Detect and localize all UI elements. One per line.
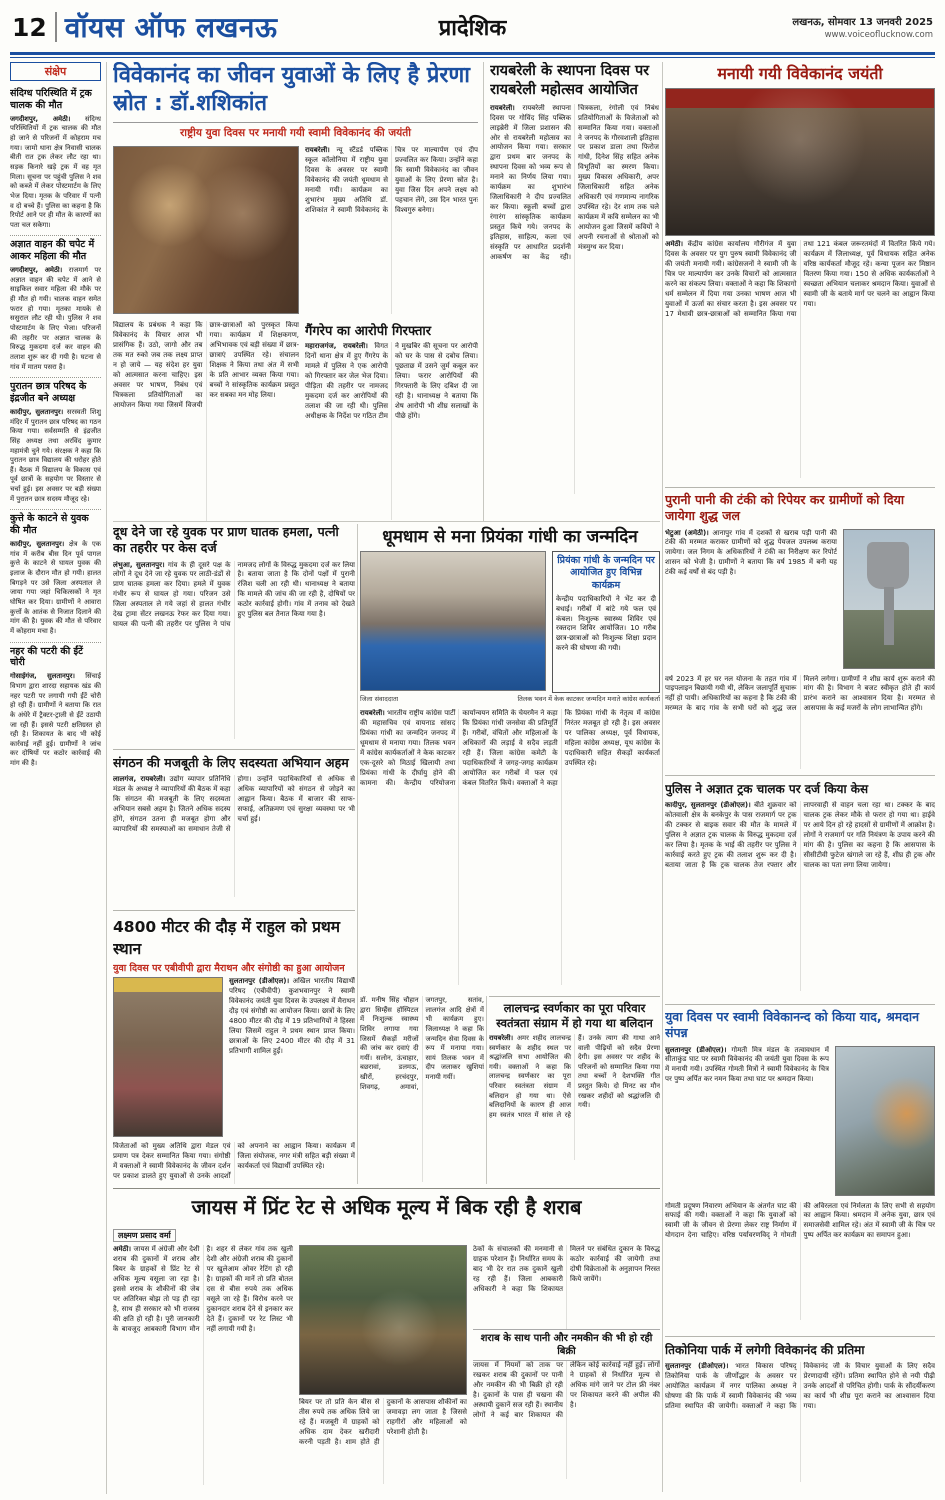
brief-headline: नहर की पटरी की ईंटें चोरी (10, 645, 83, 669)
masthead (12, 4, 933, 50)
brief-body (10, 408, 101, 504)
dateline: रायबरेली। (489, 1033, 514, 1042)
body-text: केंद्रीय कांग्रेस कार्यालय गौरीगंज में युवा दिवस के अवसर पर युग पुरुष स्वामी विवेकानंद जी की जयंती मनायी गयी। कांग्रेसजनों ने स्वामी जी के चित्र पर माल्यार्पण कर उनके विचारों को आत्मसात करने का संकल्प लिया। वक्ताओं ने कहा कि शिकागो धर्म सम्मेलन में दिया गया उनका भाषण आज भी युवाओं में ऊर्जा का संचार करता है। इस अवसर पर 17 मेधावी छात्र-छात्राओं को सम्मानित किया गया तथा 121 कंबल जरूरतमंदों में वितरित किये गये। कार्यक्रम में जिलाध्यक्ष, पूर्व विधायक सहित अनेक वरिष्ठ कार्यकर्ता मौजूद रहे। कन्या पूजन कर मिष्ठान वितरण किया गया। 150 से अधिक कार्यकर्ताओं ने स्वच्छता अभियान चलाकर श्रमदान किया। युवाओं से स्वामी जी के बताये मार्ग पर चलने का आह्वान किया गया। (665, 240, 935, 318)
dateline: भेटुआ (अमेठी)। (665, 528, 709, 537)
photo-race-award-ceremony (113, 977, 223, 1137)
sharab-headline: जायस में प्रिंट रेट से अधिक मूल्य में बिक रही है शराब (191, 1195, 582, 1219)
yuva-headline: युवा दिवस पर स्वामी विवेकानन्द को किया याद, श्रमदान संपन्न (665, 1009, 920, 1041)
priyanka-body-2: डॉ. मनीष सिंह चौहान द्वारा सिम्हैंस हॉस्पिटल में निःशुल्क स्वास्थ्य शिविर लगाया गया जिसमें सैकड़ों मरीजों की जांच कर दवाएं दी गयीं। सलोन, ऊंचाहार, बछरावां, डलमऊ, खीरों, हरचंदपुर, शिवगढ़, अमावां, जगतपुर, सतांव, लालगंज आदि क्षेत्रों में भी कार्यक्रम हुए। जिलाध्यक्ष ने कहा कि जन्मदिन सेवा दिवस के रूप में मनाया गया। सायं तिलक भवन में दीप जलाकर खुशियां मनायी गयीं। (360, 996, 484, 1091)
body-text: शहर से लेकर गांव तक खुली देशी और अंग्रेजी शराब की दुकानों पर खुलेआम ओवर रेटिंग हो रही है। ग्राहकों की मानें तो प्रति बोतल दस से बीस रुपये तक अधिक वसूले जा रहे हैं। विरोध करने पर दुकानदार शराब देने से इनकार कर देते हैं। दुकानों पर रेट लिस्ट भी नहीं लगायी गयी है। (206, 1245, 293, 1333)
column-rule (486, 996, 487, 1184)
dateline: सुलतानपुर (डीओएल)। (229, 977, 290, 985)
brief-article-woman-death (10, 236, 101, 378)
lead-body-2: विद्यालय के प्रबंधक ने कहा कि विवेकानंद के विचार आज भी प्रासंगिक हैं। उठो, जागो और तब तक मत रुको जब तक लक्ष्य प्राप्त न हो जाये — यह संदेश हर युवा को आत्मसात करना चाहिए। इस अवसर पर भाषण, निबंध एवं चित्रकला प्रतियोगिताओं का आयोजन किया गया जिसमें विजयी छात्र-छात्राओं को पुरस्कृत किया गया। कार्यक्रम में शिक्षकगण, अभिभावक एवं बड़ी संख्या में छात्र-छात्राएं उपस्थित रहे। संचालन शिक्षक ने किया तथा अंत में सभी के प्रति आभार व्यक्त किया गया। बच्चों ने सांस्कृतिक कार्यक्रम प्रस्तुत कर सबका मन मोह लिया। (113, 321, 299, 409)
brief-body (10, 540, 101, 636)
masthead-left (12, 8, 277, 46)
dateline: महाराजगंज, रायबरेली। (305, 342, 368, 351)
brief-body (10, 115, 101, 231)
date-line: लखनऊ, सोमवार 13 जनवरी 2025 (792, 17, 933, 28)
article-membership-drive (113, 749, 355, 906)
brief-body (10, 672, 101, 768)
yuva-body-1 (665, 1046, 829, 1196)
sharab-body-right-bottom: जायस में नियमों को ताक पर रखकर शराब की दुकानों पर पानी और नमकीन की भी बिक्री हो रही है। दुकानों के पास ही चखना की अस्थायी दुकानें सज रही हैं। स्थानीय लोगों ने कई बार शिकायत की लेकिन कोई कार्रवाई नहीं हुई। लोगों ने ग्राहकों से निर्धारित मूल्य से अधिक मांगे जाने पर टोल फ्री नंबर पर शिकायत करने की अपील की है। (473, 1361, 660, 1419)
sharab-body-middle: बियर पर तो प्रति केन बीस से तीस रुपये तक अधिक लिये जा रहे हैं। मजबूरी में ग्राहकों को अधिक दाम देकर खरीदारी करनी पड़ती है। शाम होते ही दुकानों के आसपास शौकीनों का जमावड़ा लग जाता है जिससे राहगीरों और महिलाओं को परेशानी होती है। (299, 1398, 467, 1446)
tanki-body-1 (665, 529, 837, 669)
dateline: जगदीशपुर, अमेठी। (10, 266, 63, 275)
dateline: कादीपुर, सुलतानपुर। (10, 540, 65, 549)
body-text: आनापुर गांव में दशकों से खराब पड़ी पानी की टंकी की मरम्मत कराकर ग्रामीणों को शुद्ध पेयजल उपलब्ध कराया जायेगा। जल निगम के अधिकारियों ने टंकी का निरीक्षण कर रिपोर्ट शासन को भेजी है। ग्रामीणों ने बताया कि वर्ष 1985 में बनी यह टंकी कई वर्षों से बंद पड़ी है। (665, 528, 837, 577)
race-body-1 (229, 977, 355, 1137)
masthead-divider (55, 12, 57, 42)
body-text: भारत विकास परिषद् तिकोनिया पार्क के जीर्णोद्धार के अवसर पर आयोजित कार्यक्रम में नगर पालिका अध्यक्ष ने घोषणा की कि पार्क में स्वामी विवेकानंद की भव्य प्रतिमा स्थापित की जायेगी। वक्ताओं ने कहा कि विवेकानंद जी के विचार युवाओं के लिए सदैव प्रेरणादायी रहेंगे। प्रतिमा स्थापित होने से नयी पीढ़ी उनके आदर्शों से परिचित होगी। पार्क के सौंदर्यीकरण का कार्य भी शीघ्र पूरा कराने का आश्वासन दिया गया। (665, 1362, 935, 1410)
article-marathon-race (113, 910, 355, 1184)
masthead-right (792, 14, 933, 40)
briefs-header: संक्षेप (10, 62, 101, 81)
section-title: प्रादेशिक (438, 16, 507, 41)
dateline: सुलतानपुर (डीओएल)। (665, 1045, 727, 1054)
priyanka-body-1 (360, 709, 660, 985)
body-text: सिंचाई विभाग द्वारा शारदा सहायक खंड की नहर पटरी पर लगायी गयी ईंटें चोरी हो रही हैं। ग्रामीणों ने बताया कि रात के अंधेरे में ट्रैक्टर-ट्राली से ईंटें उठायी जा रही हैं। इससे पटरी क्षतिग्रस्त हो रही है। शिकायत के बाद भी कोई कार्रवाई नहीं हुई। ग्रामीणों ने जांच कर दोषियों पर कठोर कार्रवाई की मांग की है। (10, 672, 101, 768)
jayanti-headline: मनायी गयी विवेकानंद जयंती (717, 64, 883, 83)
water-tank-pillar-graphic (884, 587, 895, 645)
body-text: जायस में अंग्रेजी और देशी शराब की दुकानों में शराब और बियर के ग्राहकों से प्रिंट रेट से अधिक मूल्य वसूला जा रहा है। इससे शराब के शौकीनों की जेब पर अतिरिक्त बोझ तो पड़ ही रहा है, साथ ही सरकार को भी राजस्व की क्षति हो रही है। पूरी जानकारी के बावजूद आबकारी विभाग मौन है। (113, 1245, 213, 1333)
mahotsav-body (490, 104, 659, 494)
column-rule (662, 62, 663, 1492)
photo-vivekananda-portrait-tribute (835, 1046, 935, 1196)
article-gangrape-arrest (305, 321, 478, 521)
column-rule (357, 524, 358, 1184)
masthead-rule-thick (10, 52, 935, 55)
dateline: लालगंज, रायबरेली। (113, 775, 166, 783)
website-url: www.voiceoflucknow.com (824, 30, 933, 40)
page-number: 12 (12, 12, 47, 42)
priyanka-headline: धूमधाम से मना प्रियंका गांधी का जन्मदिन (382, 527, 638, 547)
brief-headline: अज्ञात वाहन की चपेट में आकर महिला की मौत (10, 239, 95, 263)
photo-caption: तिलक भवन में केक काटकर जन्मदिन मनाते कांग्रेस कार्यकर्ता (517, 695, 660, 703)
body-text: भारतीय राष्ट्रीय कांग्रेस पार्टी की महासचिव एवं वायनाड सांसद प्रियंका गांधी का जन्मदिन जनपद में धूमधाम से मनाया गया। तिलक भवन में कांग्रेस कार्यकर्ताओं ने केक काटकर एक-दूसरे को मिठाई खिलायी तथा प्रियंका गांधी के दीर्घायु होने की कामना की। केन्द्रीय परियोजना कार्यान्वयन समिति के चेयरमैन ने कहा कि प्रियंका गांधी जनसेवा की प्रतिमूर्ति हैं। गरीबों, वंचितों और महिलाओं के अधिकारों की लड़ाई वे सदैव लड़ती रही हैं। जिला कांग्रेस कमेटी के पदाधिकारियों ने जगह-जगह कार्यक्रम आयोजित कर गरीबों में फल एवं कंबल वितरित किये। वक्ताओं ने कहा कि प्रियंका गांधी के नेतृत्व में कांग्रेस निरंतर मजबूत हो रही है। इस अवसर पर पालिका अध्यक्ष, पूर्व विधायक, महिला कांग्रेस अध्यक्ष, यूथ कांग्रेस के पदाधिकारी सहित सैकड़ों कार्यकर्ता उपस्थित रहे। (360, 709, 660, 787)
photo-cake-cutting-crowd (665, 88, 935, 236)
doodh-body (113, 561, 355, 739)
body-text: गांव के ही दूसरे पक्ष के लोगों ने दूध देने जा रहे युवक पर लाठी-डंडों से प्राण घातक हमला कर दिया। हमले में युवक गंभीर रूप से घायल हो गया। परिजन उसे जिला अस्पताल ले गये जहां से हालत गंभीर देख ट्रामा सेंटर लखनऊ रेफर कर दिया गया। घायल की पत्नी की तहरीर पर पुलिस ने पांच नामजद लोगों के विरुद्ध मुकदमा दर्ज कर लिया है। बताया जाता है कि दोनों पक्षों में पुरानी रंजिश चली आ रही थी। थानाध्यक्ष ने बताया कि मामले की जांच की जा रही है, दोषियों पर कठोर कार्रवाई होगी। गांव में तनाव को देखते हुए पुलिस बल तैनात किया गया है। (113, 560, 355, 629)
body-text: रायबरेली स्थापना दिवस पर गोविंद सिंह पब्लिक लाइब्रेरी में जिला प्रशासन की ओर से रायबरेली महोत्सव का आयोजन किया गया। सरकार द्वारा प्रथम बार जनपद के स्थापना दिवस को भव्य रूप से मनाने का निर्णय लिया गया। कार्यक्रम का शुभारंभ जिलाधिकारी ने दीप प्रज्वलित कर किया। स्कूली बच्चों द्वारा रंगारंग सांस्कृतिक कार्यक्रम प्रस्तुत किये गये। जनपद के इतिहास, साहित्य, कला एवं संस्कृति पर आधारित प्रदर्शनी आकर्षण का केंद्र रही। चित्रकला, रंगोली एवं निबंध प्रतियोगिताओं के विजेताओं को सम्मानित किया गया। वक्ताओं ने जनपद के गौरवशाली इतिहास पर प्रकाश डाला तथा फिरोज गांधी, दिनेश सिंह सहित अनेक विभूतियों का स्मरण किया। मुख्य विकास अधिकारी, अपर जिलाधिकारी सहित अनेक अधिकारी एवं गणमान्य नागरिक उपस्थित रहे। देर शाम तक चले कार्यक्रम में कवि सम्मेलन का भी आयोजन हुआ जिसमें कवियों ने अपनी रचनाओं से श्रोताओं को मंत्रमुग्ध कर दिया। (490, 103, 659, 261)
lalchandra-headline: लालचन्द्र स्वर्णकार का पूरा परिवार स्वतंत्रता संग्राम में हो गया था बलिदान (496, 1001, 653, 1030)
masthead-rule-thin (10, 57, 935, 58)
dateline: कादीपुर, सुलतानपुर। (10, 407, 64, 416)
photo-vivekananda-event (113, 146, 299, 314)
article-yuva-diwas-shramdaan (665, 1004, 935, 1334)
dateline: अमेठी। (665, 240, 684, 248)
article-jayanti-amethi (665, 62, 935, 484)
lead-body-1 (305, 146, 478, 314)
article-vivekananda-lead (113, 62, 484, 521)
tanki-headline: पुरानी पानी की टंकी को रिपेयर कर ग्रामीणों को दिया जायेगा शुद्ध जल (665, 492, 905, 524)
body-text: उद्योग व्यापार प्रतिनिधि मंडल के अध्यक्ष ने व्यापारियों की बैठक में कहा कि संगठन की मजबूती के लिए सदस्यता अभियान सबसे अहम है। जितने अधिक सदस्य होंगे, संगठन उतना ही मजबूत होगा और व्यापारियों की समस्याओं का समाधान तेजी से होगा। उन्होंने पदाधिकारियों से अधिक से अधिक व्यापारियों को संगठन से जोड़ने का आह्वान किया। बैठक में बाजार की साफ-सफाई, अतिक्रमण एवं सुरक्षा व्यवस्था पर भी चर्चा हुई। (113, 775, 355, 833)
sharab-right-column (473, 1245, 660, 1487)
paper-name: वॉयस ऑफ लखनऊ (64, 11, 278, 44)
article-priyanka-continued (360, 996, 484, 1184)
priyanka-infobox (552, 551, 660, 693)
sharab-body-left (113, 1245, 293, 1485)
photo-liquor-shop (299, 1245, 467, 1395)
article-priyanka-birthday (360, 524, 660, 994)
sangathan-headline: संगठन की मजबूती के लिए सदस्यता अभियान अहम (113, 755, 349, 770)
briefs-column (10, 62, 107, 1494)
police-headline: पुलिस ने अज्ञात ट्रक चालक पर दर्ज किया केस (665, 782, 869, 796)
body-text: अखिल भारतीय विद्यार्थी परिषद (एबीवीपी) कुशभवानपुर ने स्वामी विवेकानंद जयंती युवा दिवस के उपलक्ष्य में मैराथन दौड़ एवं संगोष्ठी का आयोजन किया। छात्रों के लिए 4800 मीटर की दौड़ में 19 प्रतिभागियों ने हिस्सा लिया जिसमें राहुल ने प्रथम स्थान प्राप्त किया। छात्राओं के लिए 2400 मीटर की दौड़ में 31 प्रतिभागी शामिल हुईं। (229, 977, 355, 1055)
body-text: राजमार्ग पर अज्ञात वाहन की चपेट में आने से साइकिल सवार महिला की मौके पर ही मौत हो गयी। चालक वाहन समेत फरार हो गया। मृतका मायके से ससुराल लौट रही थी। पुलिस ने शव पोस्टमार्टम के लिए भेजा। परिजनों की तहरीर पर अज्ञात चालक के विरुद्ध मुकदमा दर्ज कर वाहन की तलाश शुरू कर दी गयी है। घटना से गांव में मातम पसरा है। (10, 266, 101, 371)
dateline: रायबरेली। (490, 103, 515, 112)
brief-article-brick-theft (10, 643, 101, 774)
section-rule (113, 521, 660, 522)
race-body-2: विजेताओं को मुख्य अतिथि द्वारा मेडल एवं प्रमाण पत्र देकर सम्मानित किया गया। संगोष्ठी में वक्ताओं ने स्वामी विवेकानंद के जीवन दर्शन पर प्रकाश डालते हुए युवाओं से उनके आदर्शों को अपनाने का आह्वान किया। कार्यक्रम में जिला संयोजक, नगर मंत्री सहित बड़ी संख्या में कार्यकर्ता एवं विद्यार्थी उपस्थित रहे। (113, 1142, 355, 1180)
brief-headline: कुत्ते के काटने से युवक की मौत (10, 513, 89, 537)
body-text: बीते शुक्रवार को कोतवाली क्षेत्र के बनकेपुर के पास राजमार्ग पर ट्रक की टक्कर से बाइक सवार की मौत के मामले में पुलिस ने अज्ञात ट्रक चालक के विरुद्ध मुकदमा दर्ज कर लिया है। मृतक के भाई की तहरीर पर पुलिस ने कार्रवाई करते हुए ट्रक की तलाश शुरू कर दी है। बताया जाता है कि ट्रक चालक तेज रफ्तार और लापरवाही से वाहन चला रहा था। टक्कर के बाद चालक ट्रक लेकर मौके से फरार हो गया था। हाईवे पर आये दिन हो रहे हादसों से ग्रामीणों में आक्रोश है। लोगों ने राजमार्ग पर गति नियंत्रण के उपाय करने की मांग की है। पुलिस का कहना है कि आसपास के सीसीटीवी फुटेज खंगाले जा रहे हैं, शीघ्र ही ट्रक और चालक का पता लगा लिया जायेगा। (665, 801, 935, 869)
photo-credit: जिला संवाददाता (360, 695, 399, 703)
sharab-sub-headline: शराब के साथ पानी और नमकीन की भी हो रही बिक्री (473, 1329, 660, 1361)
lead-headline: विवेकानंद का जीवन युवाओं के लिए है प्रेरणा स्रोत : डॉ.शशिकांत (113, 63, 470, 117)
brief-body (10, 266, 101, 372)
article-liquor-overpricing (113, 1188, 660, 1492)
infobox-title: प्रियंका गांधी के जन्मदिन पर आयोजित हुए विभिन्न कार्यक्रम (557, 555, 655, 591)
tikonia-headline: तिकोनिया पार्क में लगेगी विवेकानंद की प्रतिमा (665, 1343, 865, 1357)
sharab-middle-column (299, 1245, 467, 1487)
race-headline: 4800 मीटर की दौड़ में राहुल को प्रथम स्थान (113, 918, 341, 958)
gangrape-headline: गैंगरेप का आरोपी गिरफ्तार (305, 324, 432, 340)
brief-article-alumni-council (10, 378, 101, 510)
lalchandra-body (489, 1034, 660, 1160)
yuva-body-2: गोमती प्रदूषण निवारण अभियान के अंतर्गत घाट की सफाई की गयी। वक्ताओं ने कहा कि युवाओं को स्वामी जी के जीवन से प्रेरणा लेकर राष्ट्र निर्माण में योगदान देना चाहिए। वरिष्ठ पर्यावरणविद् ने गोमती की अविरलता एवं निर्मलता के लिए सभी से सहयोग का आह्वान किया। श्रमदान में अनेक युवा, छात्र एवं समाजसेवी शामिल रहे। अंत में स्वामी जी के चित्र पर पुष्प अर्पित कर कार्यक्रम का समापन हुआ। (665, 1201, 935, 1240)
dateline: रायबरेली। (305, 146, 330, 155)
brief-article-truck-driver (10, 85, 101, 236)
body-text: क्षेत्र के एक गांव में करीब बीस दिन पूर्व पागल कुत्ते के काटने से घायल युवक की इलाज के दौरान मौत हो गयी। हालत बिगड़ने पर उसे जिला अस्पताल ले जाया गया जहां चिकित्सकों ने मृत घोषित कर दिया। ग्रामीणों ने आवारा कुत्तों के आतंक से निजात दिलाने की मांग की है। युवक की मौत से परिवार में कोहराम मचा है। (10, 540, 101, 635)
reporter-byline: लक्ष्मण प्रसाद वर्मा (113, 1229, 176, 1242)
body-text: अमर शहीद लालचन्द्र स्वर्णकार के शहीद स्थल पर श्रद्धांजलि सभा आयोजित की गयी। वक्ताओं ने कहा कि लालचन्द्र स्वर्णकार का पूरा परिवार स्वतंत्रता संग्राम में बलिदान हो गया था। ऐसे बलिदानियों के कारण ही आज हम स्वतंत्र भारत में सांस ले रहे हैं। उनके त्याग की गाथा आने वाली पीढ़ियों को सदैव प्रेरणा देगी। इस अवसर पर शहीद के परिजनों को सम्मानित किया गया तथा बच्चों ने देशभक्ति गीत प्रस्तुत किये। दो मिनट का मौन रखकर शहीदों को श्रद्धांजलि दी गयी। (489, 1033, 660, 1119)
dateline: जगदीशपुर, अमेठी। (10, 114, 71, 123)
dateline: गोसाईगंज, सुलतानपुर। (10, 672, 75, 681)
body-text: न्यू स्टैंडर्ड पब्लिक स्कूल कॉलोनिया में राष्ट्रीय युवा दिवस के अवसर पर स्वामी विवेकानंद की जयंती धूमधाम से मनायी गयी। कार्यक्रम का शुभारंभ मुख्य अतिथि डॉ. शशिकांत ने स्वामी विवेकानंद के चित्र पर माल्यार्पण एवं दीप प्रज्वलित कर किया। उन्होंने कहा कि स्वामी विवेकानंद का जीवन युवाओं के लिए प्रेरणा स्रोत है। युवा जिस दिन अपने लक्ष्य को पहचान लेंगे, उस दिन भारत पुनः विश्वगुरु बनेगा। (305, 146, 478, 214)
lead-subhead: राष्ट्रीय युवा दिवस पर मनायी गयी स्वामी विवेकानंद की जयंती (113, 122, 478, 142)
article-milkman-attack (113, 524, 355, 745)
sharab-body-right-top: ठेकों के संचालकों की मनमानी से ग्राहक परेशान हैं। निर्धारित समय के बाद भी देर रात तक दुकानें खुली रह रही हैं। जिला आबकारी अधिकारी ने कहा कि शिकायत मिलने पर संबंधित दुकान के विरुद्ध कठोर कार्रवाई की जायेगी तथा दोषी विक्रेताओं के अनुज्ञापन निरस्त किये जायेंगे। (473, 1245, 660, 1293)
race-subhead: युवा दिवस पर एबीवीपी द्वारा मैराथन और संगोष्ठी का हुआ आयोजन (113, 963, 345, 974)
photo-priyanka-cake-event (360, 551, 546, 691)
article-tikonia-statue (665, 1336, 935, 1492)
dateline: रायबरेली। (360, 709, 385, 717)
tikonia-body (665, 1362, 935, 1482)
dateline: कादीपुर, सुलतानपुर (डीओएल)। (665, 801, 751, 809)
article-water-tank-repair (665, 487, 935, 773)
gangrape-body (305, 342, 478, 520)
article-lalchandra-martyr (489, 996, 660, 1184)
body-text: गोमती मित्र मंडल के तत्वावधान में सीताकुंड घाट पर स्वामी विवेकानंद की जयंती युवा दिवस के रूप में मनायी गयी। उपस्थित गोमती मित्रों ने स्वामी विवेकानंद के चित्र पर पुष्प अर्पित कर नमन किया तथा घाट पर श्रमदान किया। (665, 1045, 829, 1084)
brief-headline: पुरातन छात्र परिषद के इंद्रजीत बने अध्यक्ष (10, 381, 87, 405)
body-text: सरस्वती शिशु मंदिर में पुरातन छात्र परिषद का गठन किया गया। सर्वसम्मति से इंद्रजीत सिंह अध्यक्ष तथा अरविंद कुमार महामंत्री चुने गये। संरक्षक ने कहा कि पुरातन छात्र विद्यालय की धरोहर होते हैं। बैठक में विद्यालय के विकास एवं पूर्व छात्रों के सहयोग पर विस्तार से चर्चा हुई। इस अवसर पर बड़ी संख्या में पुरातन छात्र सदस्य मौजूद रहे। (10, 407, 101, 503)
brief-headline: संदिग्ध परिस्थिति में ट्रक चालक की मौत (10, 88, 92, 111)
mahotsav-headline: रायबरेली के स्थापना दिवस पर रायबरेली महोत्सव आयोजित (490, 63, 650, 98)
water-tank-graphic (867, 542, 908, 589)
tanki-body-2: वर्ष 2023 में हर घर नल योजना के तहत गांव में पाइपलाइन बिछायी गयी थी, लेकिन जलापूर्ति सुचारू नहीं हो पायी। अधिकारियों का कहना है कि टंकी की मरम्मत के बाद गांव के सभी घरों को शुद्ध जल मिलने लगेगा। ग्रामीणों ने शीघ्र कार्य शुरू कराने की मांग की है। विभाग ने बजट स्वीकृत होते ही कार्य प्रारंभ कराने का आश्वासन दिया है। मरम्मत से आसपास के कई मजरों के लोग लाभान्वित होंगे। (665, 674, 935, 713)
police-body (665, 801, 935, 991)
dateline: सुलतानपुर (डीओएल)। (665, 1362, 729, 1370)
dateline: अमेठी। (113, 1245, 132, 1253)
infobox-body: केन्द्रीय पदाधिकारियों ने भेंट कर दी बधाई। गरीबों में बांटे गये फल एवं कंबल। निःशुल्क स्वास्थ्य शिविर एवं रक्तदान शिविर आयोजित। 10 गरीब छात्र-छात्राओं को निःशुल्क शिक्षा प्रदान करने की घोषणा की गयी। (556, 595, 656, 653)
sangathan-body (113, 775, 355, 897)
doodh-headline: दूध देने जा रहे युवक पर प्राण घातक हमला, पत्नी का तहरीर पर केस दर्ज (113, 524, 339, 556)
dateline: लंभुआ, सुलतानपुर। (113, 560, 165, 569)
article-raebareli-mahotsav (490, 62, 659, 521)
brief-article-dog-bite (10, 510, 101, 642)
photo-water-tank (843, 529, 935, 669)
body-text: संदिग्ध परिस्थितियों में ट्रक चालक की मौत हो जाने से परिजनों में कोहराम मच गया। जामो थाना क्षेत्र निवासी चालक बीती रात ट्रक लेकर लौट रहा था। सड़क किनारे खड़े ट्रक में वह मृत मिला। सूचना पर पहुंची पुलिस ने शव को कब्जे में लेकर पोस्टमार्टम के लिए भेज दिया। मृतक के परिवार में पत्नी व दो बच्चे हैं। पुलिस का कहना है कि रिपोर्ट आने पर ही मौत के कारणों का पता चल सकेगा। (10, 114, 101, 229)
jayanti-body (665, 240, 935, 478)
body-text: विगत दिनों थाना क्षेत्र में हुए गैंगरेप के मामले में पुलिस ने एक आरोपी को गिरफ्तार कर जेल भेज दिया। पीड़िता की तहरीर पर नामजद मुकदमा दर्ज कर आरोपियों की तलाश की जा रही थी। पुलिस अधीक्षक के निर्देश पर गठित टीम ने मुखबिर की सूचना पर आरोपी को घर के पास से दबोच लिया। पूछताछ में उसने जुर्म कबूल कर लिया। फरार आरोपियों की गिरफ्तारी के लिए दबिश दी जा रही है। थानाध्यक्ष ने बताया कि शेष आरोपी भी शीघ्र सलाखों के पीछे होंगे। (305, 342, 478, 420)
article-unknown-truck-case (665, 775, 935, 1002)
